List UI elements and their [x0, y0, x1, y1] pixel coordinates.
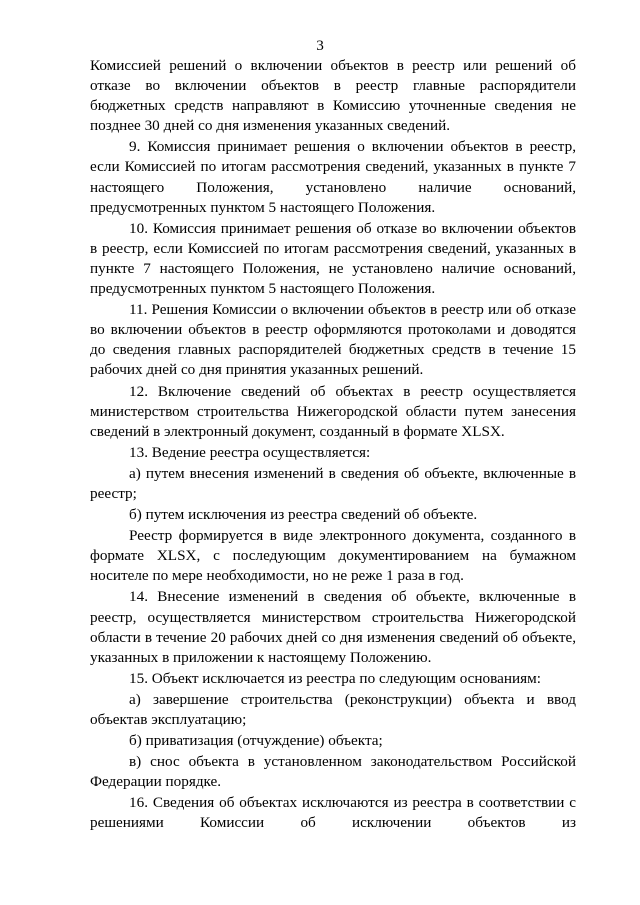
- paragraph: б) приватизация (отчуждение) объекта;: [129, 732, 383, 750]
- paragraph: а) путем внесения изменений в сведения об объекте, включенные в реестр;: [90, 464, 576, 502]
- paragraph: б) путем исключения из реестра сведений об объекте.: [129, 506, 478, 524]
- page-number: 3: [316, 37, 324, 54]
- paragraph: 16. Сведения об объектах исключаются из реестра в соответствии с решениями Комиссии об исключении объектов из: [90, 794, 576, 832]
- paragraph: 10. Комиссия принимает решения об отказе во включении объектов в реестр, если Комиссией по итогам рассмотрения сведений, указанных в пункте 7 настоящего Положения, не установлено наличие оснований, предусмотренных пунктом 5 настоящего Положения.: [90, 219, 576, 298]
- paragraph: 12. Включение сведений об объектах в реестр осуществляется министерством строительства Нижегородской области путем занесения сведений в электронный документ, созданный в формате XLSX.: [90, 382, 576, 440]
- paragraph: 11. Решения Комиссии о включении объектов в реестр или об отказе во включении объектов в реестр оформляются протоколами и доводятся до сведения главных распорядителей бюджетных средств в течение 15 рабочих дней со дня принятия указанных решений.: [90, 301, 576, 379]
- paragraph: 13. Ведение реестра осуществляется:: [129, 443, 371, 461]
- paragraph: Реестр формируется в виде электронного документа, созданного в формате XLSX, с последующим документированием на бумажном носителе по мере необходимости, но не реже 1 раза в год.: [90, 527, 576, 585]
- document-body: [90, 56, 576, 835]
- paragraph: 15. Объект исключается из реестра по следующим основаниям:: [129, 669, 541, 687]
- paragraph: Комиссией решений о включении объектов в реестр или решений об отказе во включении объектов в реестр главные распорядители бюджетных средств направляют в Комиссию уточненные сведения не позднее 30 дней со дня изменения указанных сведений.: [90, 57, 576, 135]
- paragraph: а) завершение строительства (реконструкции) объекта и ввод объектав эксплуатацию;: [90, 690, 576, 728]
- paragraph: 9. Комиссия принимает решения о включении объектов в реестр, если Комиссией по итогам рассмотрения сведений, указанных в пункте 7 настоящего Положения, установлено наличие оснований, предусмотренных пунктом 5 настоящего Положения.: [90, 138, 576, 216]
- paragraph: 14. Внесение изменений в сведения об объекте, включенные в реестр, осуществляется министерством строительства Нижегородской области в течение 20 рабочих дней со дня изменения сведений об объекте, указанных в приложении к настоящему Положению.: [90, 588, 576, 666]
- paragraph: в) снос объекта в установленном законодательством Российской Федерации порядке.: [90, 753, 576, 791]
